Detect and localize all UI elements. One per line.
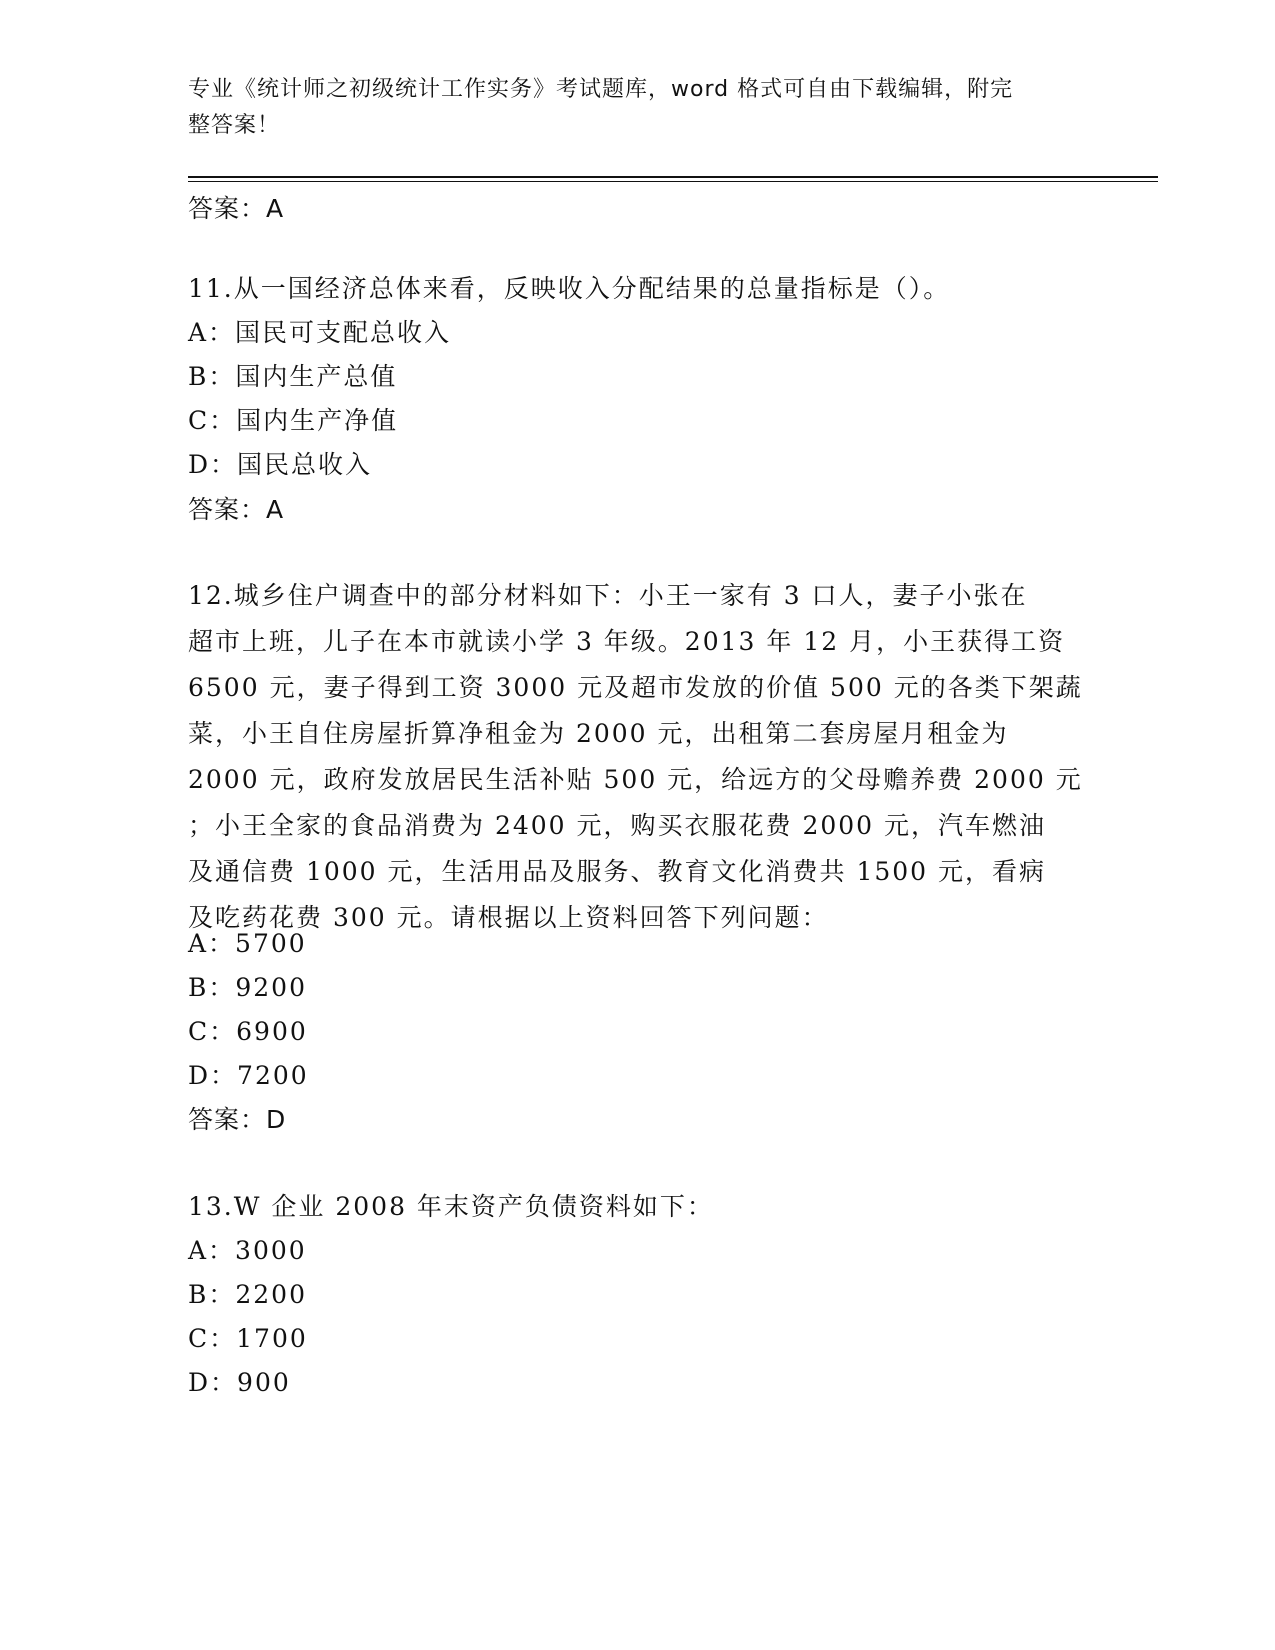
question-11-option-a: A：国民可支配总收入 bbox=[188, 318, 452, 347]
question-12-line: 超市上班，儿子在本市就读小学 3 年级。2013 年 12 月，小王获得工资 bbox=[188, 627, 1066, 656]
question-12-text bbox=[188, 573, 1088, 941]
question-11-answer: 答案：A bbox=[188, 495, 285, 524]
question-12-option-b: B：9200 bbox=[188, 973, 307, 1002]
question-12-answer: 答案：D bbox=[188, 1105, 287, 1134]
question-12-option-d: D：7200 bbox=[188, 1061, 309, 1090]
question-12-option-a: A：5700 bbox=[188, 929, 307, 958]
question-11-text: 11.从一国经济总体来看，反映收入分配结果的总量指标是（）。 bbox=[188, 274, 951, 303]
question-13-option-d: D：900 bbox=[188, 1368, 291, 1397]
question-12-line: 12.城乡住户调查中的部分材料如下：小王一家有 3 口人，妻子小张在 bbox=[188, 581, 1028, 610]
previous-answer: 答案：A bbox=[188, 194, 285, 223]
question-13-option-a: A：3000 bbox=[188, 1236, 307, 1265]
header-line-2: 整答案！ bbox=[188, 113, 281, 138]
question-13-option-b: B：2200 bbox=[188, 1280, 307, 1309]
question-12-line: ；小王全家的食品消费为 2400 元，购买衣服花费 2000 元，汽车燃油 bbox=[188, 811, 1047, 840]
question-12-line: 及吃药花费 300 元。请根据以上资料回答下列问题： bbox=[188, 903, 829, 932]
question-12-option-c: C：6900 bbox=[188, 1017, 308, 1046]
question-12-line: 菜，小王自住房屋折算净租金为 2000 元，出租第二套房屋月租金为 bbox=[188, 719, 1009, 748]
header-rule-thin bbox=[188, 181, 1158, 182]
question-12-line: 及通信费 1000 元，生活用品及服务、教育文化消费共 1500 元，看病 bbox=[188, 857, 1047, 886]
header-line-1: 专业《统计师之初级统计工作实务》考试题库，word 格式可自由下载编辑，附完 bbox=[188, 77, 1014, 102]
question-12-line: 2000 元，政府发放居民生活补贴 500 元，给远方的父母赡养费 2000 元 bbox=[188, 765, 1083, 794]
question-13-option-c: C：1700 bbox=[188, 1324, 308, 1353]
question-12-line: 6500 元，妻子得到工资 3000 元及超市发放的价值 500 元的各类下架蔬 bbox=[188, 673, 1083, 702]
question-11-option-d: D：国民总收入 bbox=[188, 450, 373, 479]
document-header bbox=[188, 72, 1068, 144]
question-13-text: 13.W 企业 2008 年末资产负债资料如下： bbox=[188, 1192, 714, 1221]
header-rule-thick bbox=[188, 176, 1158, 178]
question-11-option-c: C：国内生产净值 bbox=[188, 406, 399, 435]
question-11-option-b: B：国内生产总值 bbox=[188, 362, 398, 391]
